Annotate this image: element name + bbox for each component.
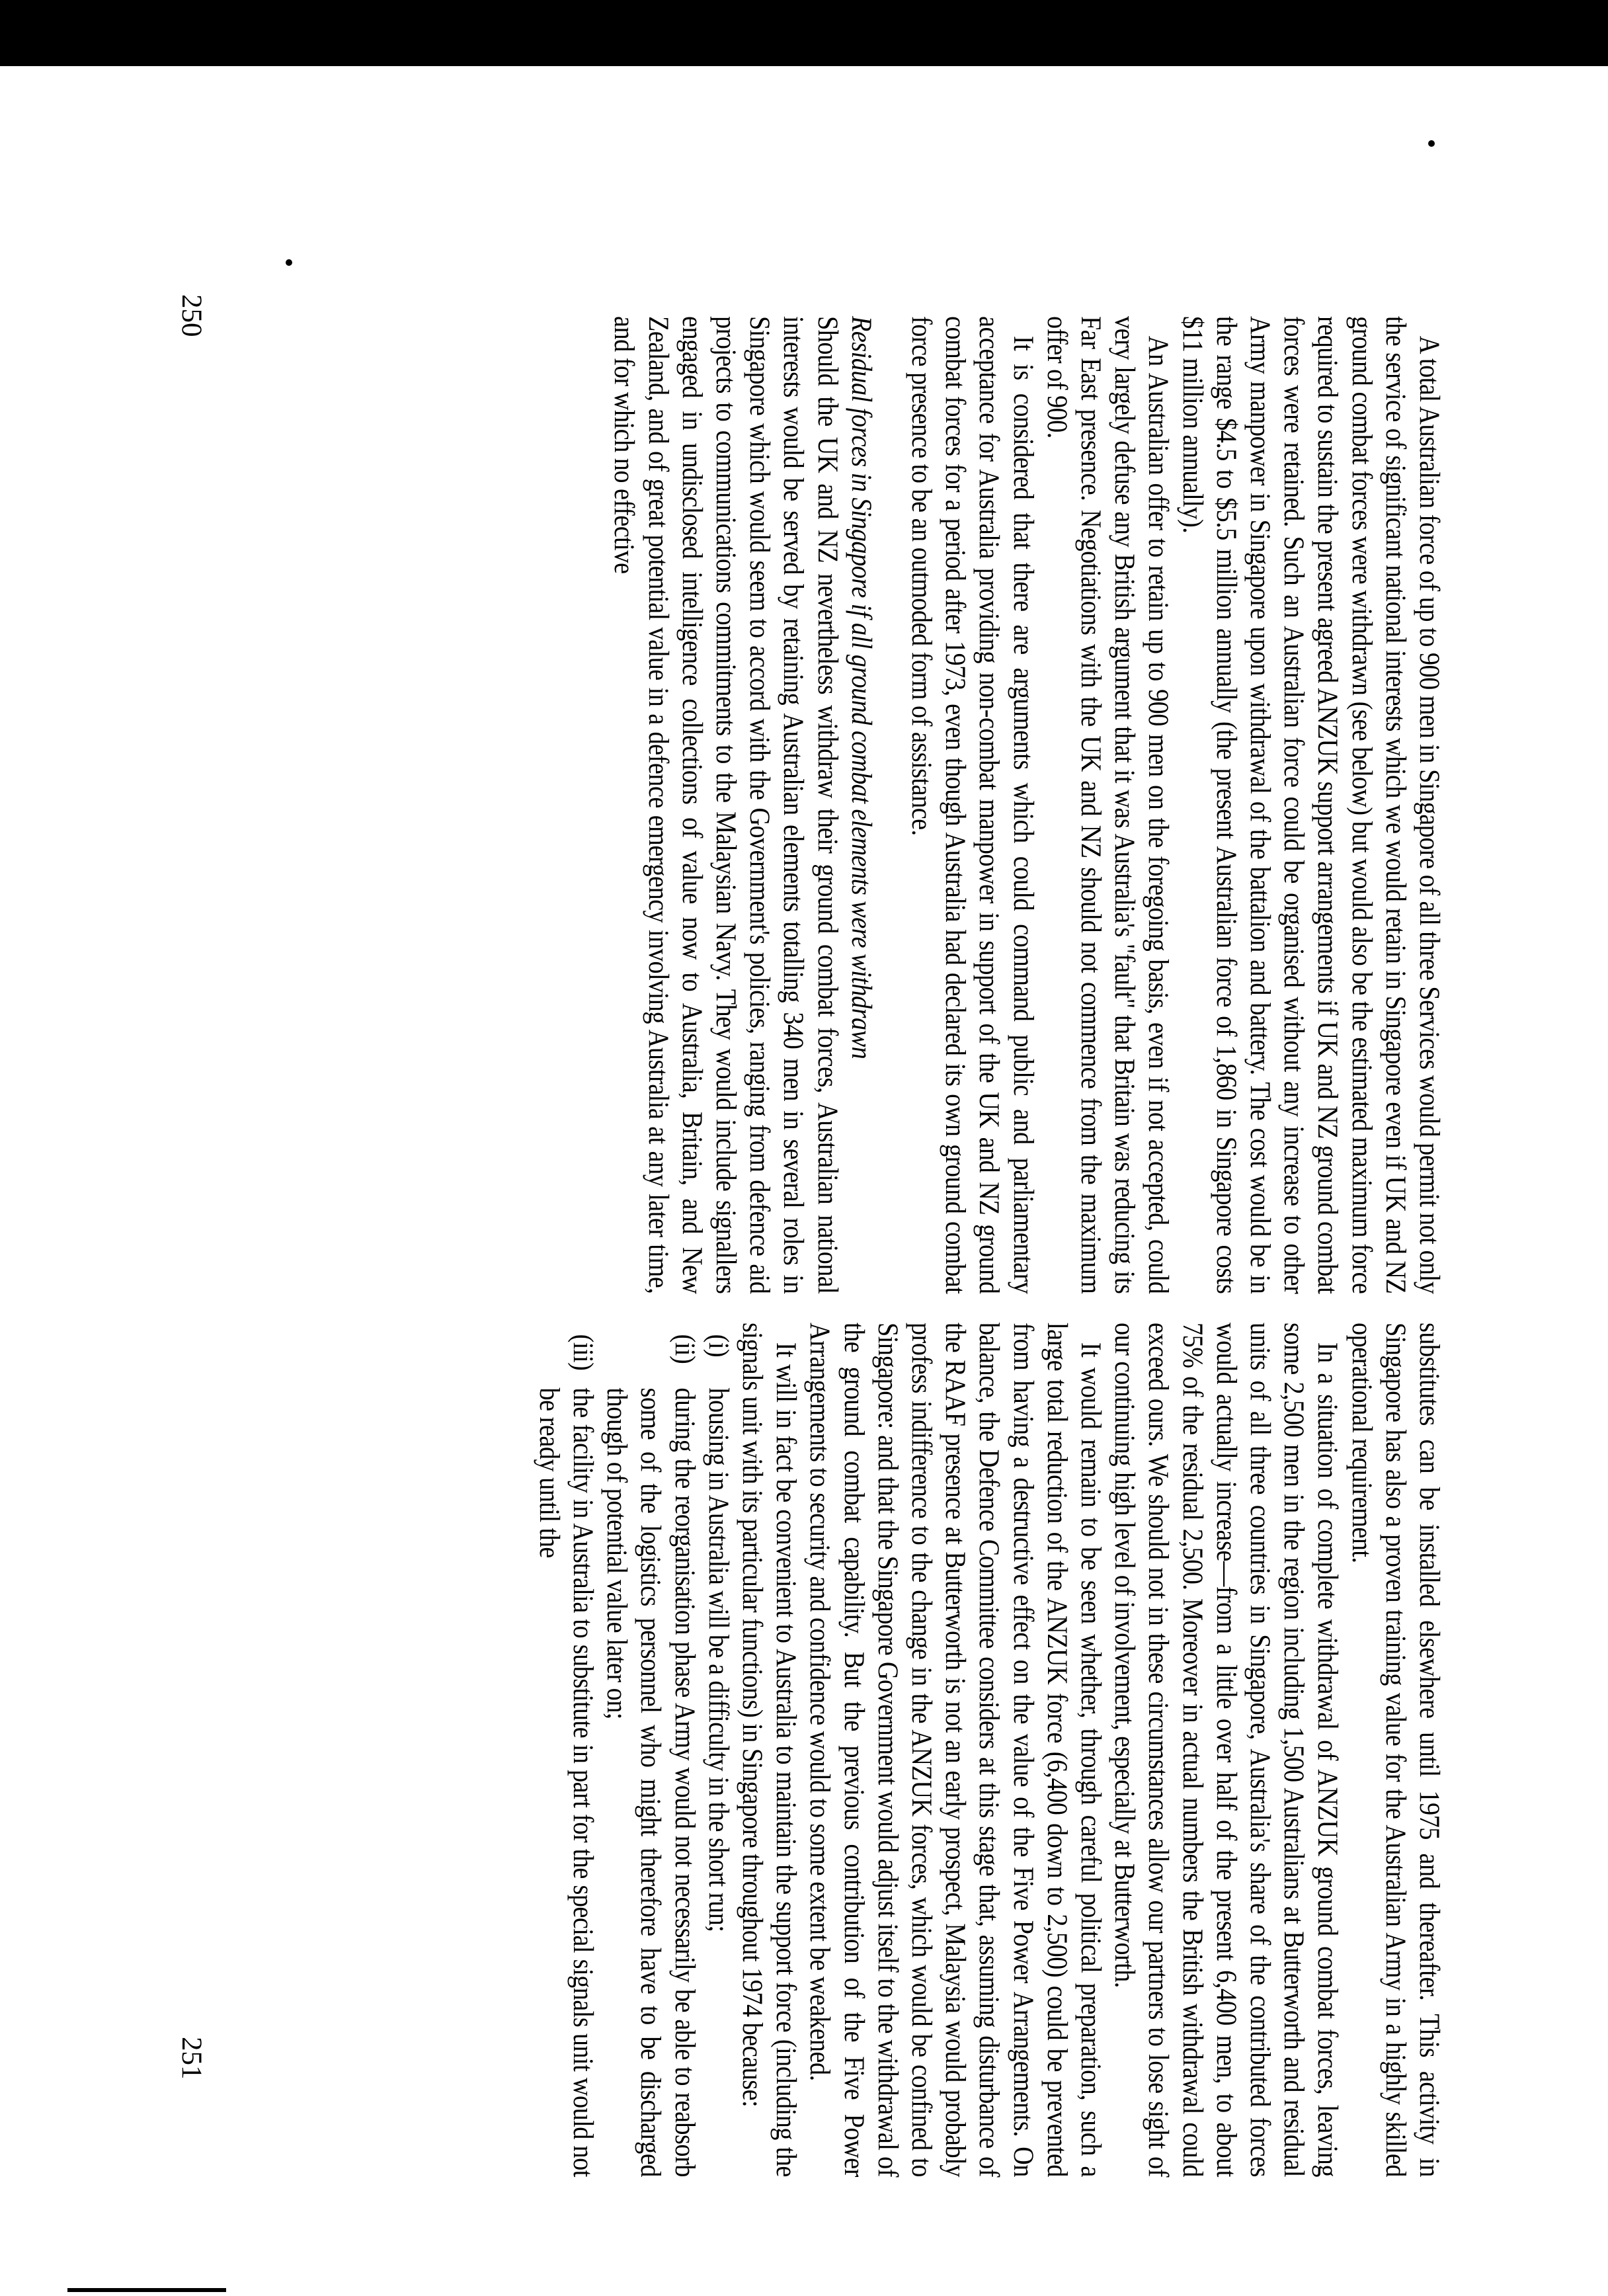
reasons-list	[532, 1323, 735, 2177]
paragraph: It would remain to be seen whether, through careful political preparation, such a large total reduction of the ANZUK force (6,400 down to 2,500) could be prevented from having a destructive effect on the value of the Five Power Arrangements. On balance, the Defence Committee considers at this stage that, assuming disturbance of the RAAF presence at Butterworth is not an early prospect, Malaysia would probably profess indifference to the change in the ANZUK forces, which would be confined to Singapore: and that the Singapore Government would adjust itself to the withdrawal of the ground combat capability. But the previous contribution of the Five Power Arrangements to security and confidence would to some extent be weakened.	[804, 1323, 1107, 2177]
scanner-edge-shadow	[0, 0, 1608, 66]
scan-speck	[1428, 140, 1435, 147]
paragraph: In a situation of complete withdrawal of ANZUK ground combat forces, leaving some 2,500 men in the region including 1,500 Australians at Butterworth and residual units of all three countries in Singapore, Australia's share of the contributed forces would actually increase—from a little over half of the present 6,400 men, to about 75% of the residual 2,500. Moreover in actual numbers the British withdrawal could exceed ours. We should not in these circumstances allow our partners to lose sight of our continuing high level of involvement, especially at Butterworth.	[1109, 1323, 1344, 2177]
list-item-text: the facility in Australia to substitute in part for the special signals unit would not be ready until the	[533, 1387, 599, 2177]
paragraph: It is considered that there are arguments which could command public and parliamentary acceptance for Australia providing non-combat manpower in support of the UK and NZ ground combat forces for a period after 1973, even though Australia had declared its own ground combat force presence to be an outmoded form of assistance.	[905, 316, 1039, 1294]
list-item-number: (i)	[702, 1334, 735, 1358]
scan-edge-line	[67, 2288, 226, 2292]
section-heading: Residual forces in Singapore if all ground combat elements were withdrawn	[845, 316, 877, 1059]
list-item	[600, 1323, 702, 2177]
list-item-text: housing in Australia will be a difficulty in the short run;	[702, 1387, 735, 1932]
paragraph: substitutes can be installed elsewhere until 1975 and thereafter. This activity in Singapore has also a proven training value for the Australian Army in a highly skilled operational requirement.	[1346, 1323, 1445, 2177]
paragraph: It will in fact be convenient to Australia to maintain the support force (including the signals unit with its particular functions) in Singapore throughout 1974 because:	[736, 1323, 803, 2177]
page-number-right: 251	[176, 2037, 207, 2080]
list-item-number: (ii)	[668, 1334, 701, 1364]
page-number-left: 250	[176, 294, 207, 337]
paragraph: An Australian offer to retain up to 900 men on the foregoing basis, even if not accepted, could very largely defuse any British argument that it was Australia's "fault" that Britain was reducing its Far East presence. Negotiations with the UK and NZ should not commence from the maximum offer of 900.	[1041, 316, 1175, 1294]
list-item-number: (iii)	[567, 1334, 599, 1371]
paragraph: Should the UK and NZ nevertheless withdraw their ground combat forces, Australian national interests would be served by retaining Australian elements totalling 340 men in several roles in Singapore which would seem to accord with the Government's policies, ranging from defence aid projects to communications commitments to the Malaysian Navy. They would include signallers engaged in undisclosed intelligence collections of value now to Australia, Britain, and New Zealand, and of great potential value in a defence emergency involving Australia at any later time, and for which no effective	[608, 316, 844, 1294]
left-page	[150, 316, 1446, 1293]
scan-speck	[286, 259, 292, 266]
paragraph: A total Australian force of up to 900 men in Singapore of all three Services would permit not only the service of significant national interests which we would retain in Singapore even if UK and NZ ground combat forces were withdrawn (see below) but would also be the estimated maximum force required to sustain the present agreed ANZUK support arrangements if UK and NZ ground combat forces were retained. Such an Australian force could be organised without any increase to other Army manpower in Singapore upon withdrawal of the battalion and battery. The cost would be in the range $4.5 to $5.5 million annually (the present Australian force of 1,860 in Singapore costs $11 million annually).	[1176, 316, 1445, 1294]
list-item	[532, 1323, 600, 2177]
right-page	[150, 1323, 1446, 2177]
list-item	[702, 1323, 735, 2177]
list-item-text: during the reorganisation phase Army would not necessarily be able to reabsorb some of the logistics personnel who might therefore have to be discharged though of potential value later on;	[601, 1387, 701, 2177]
